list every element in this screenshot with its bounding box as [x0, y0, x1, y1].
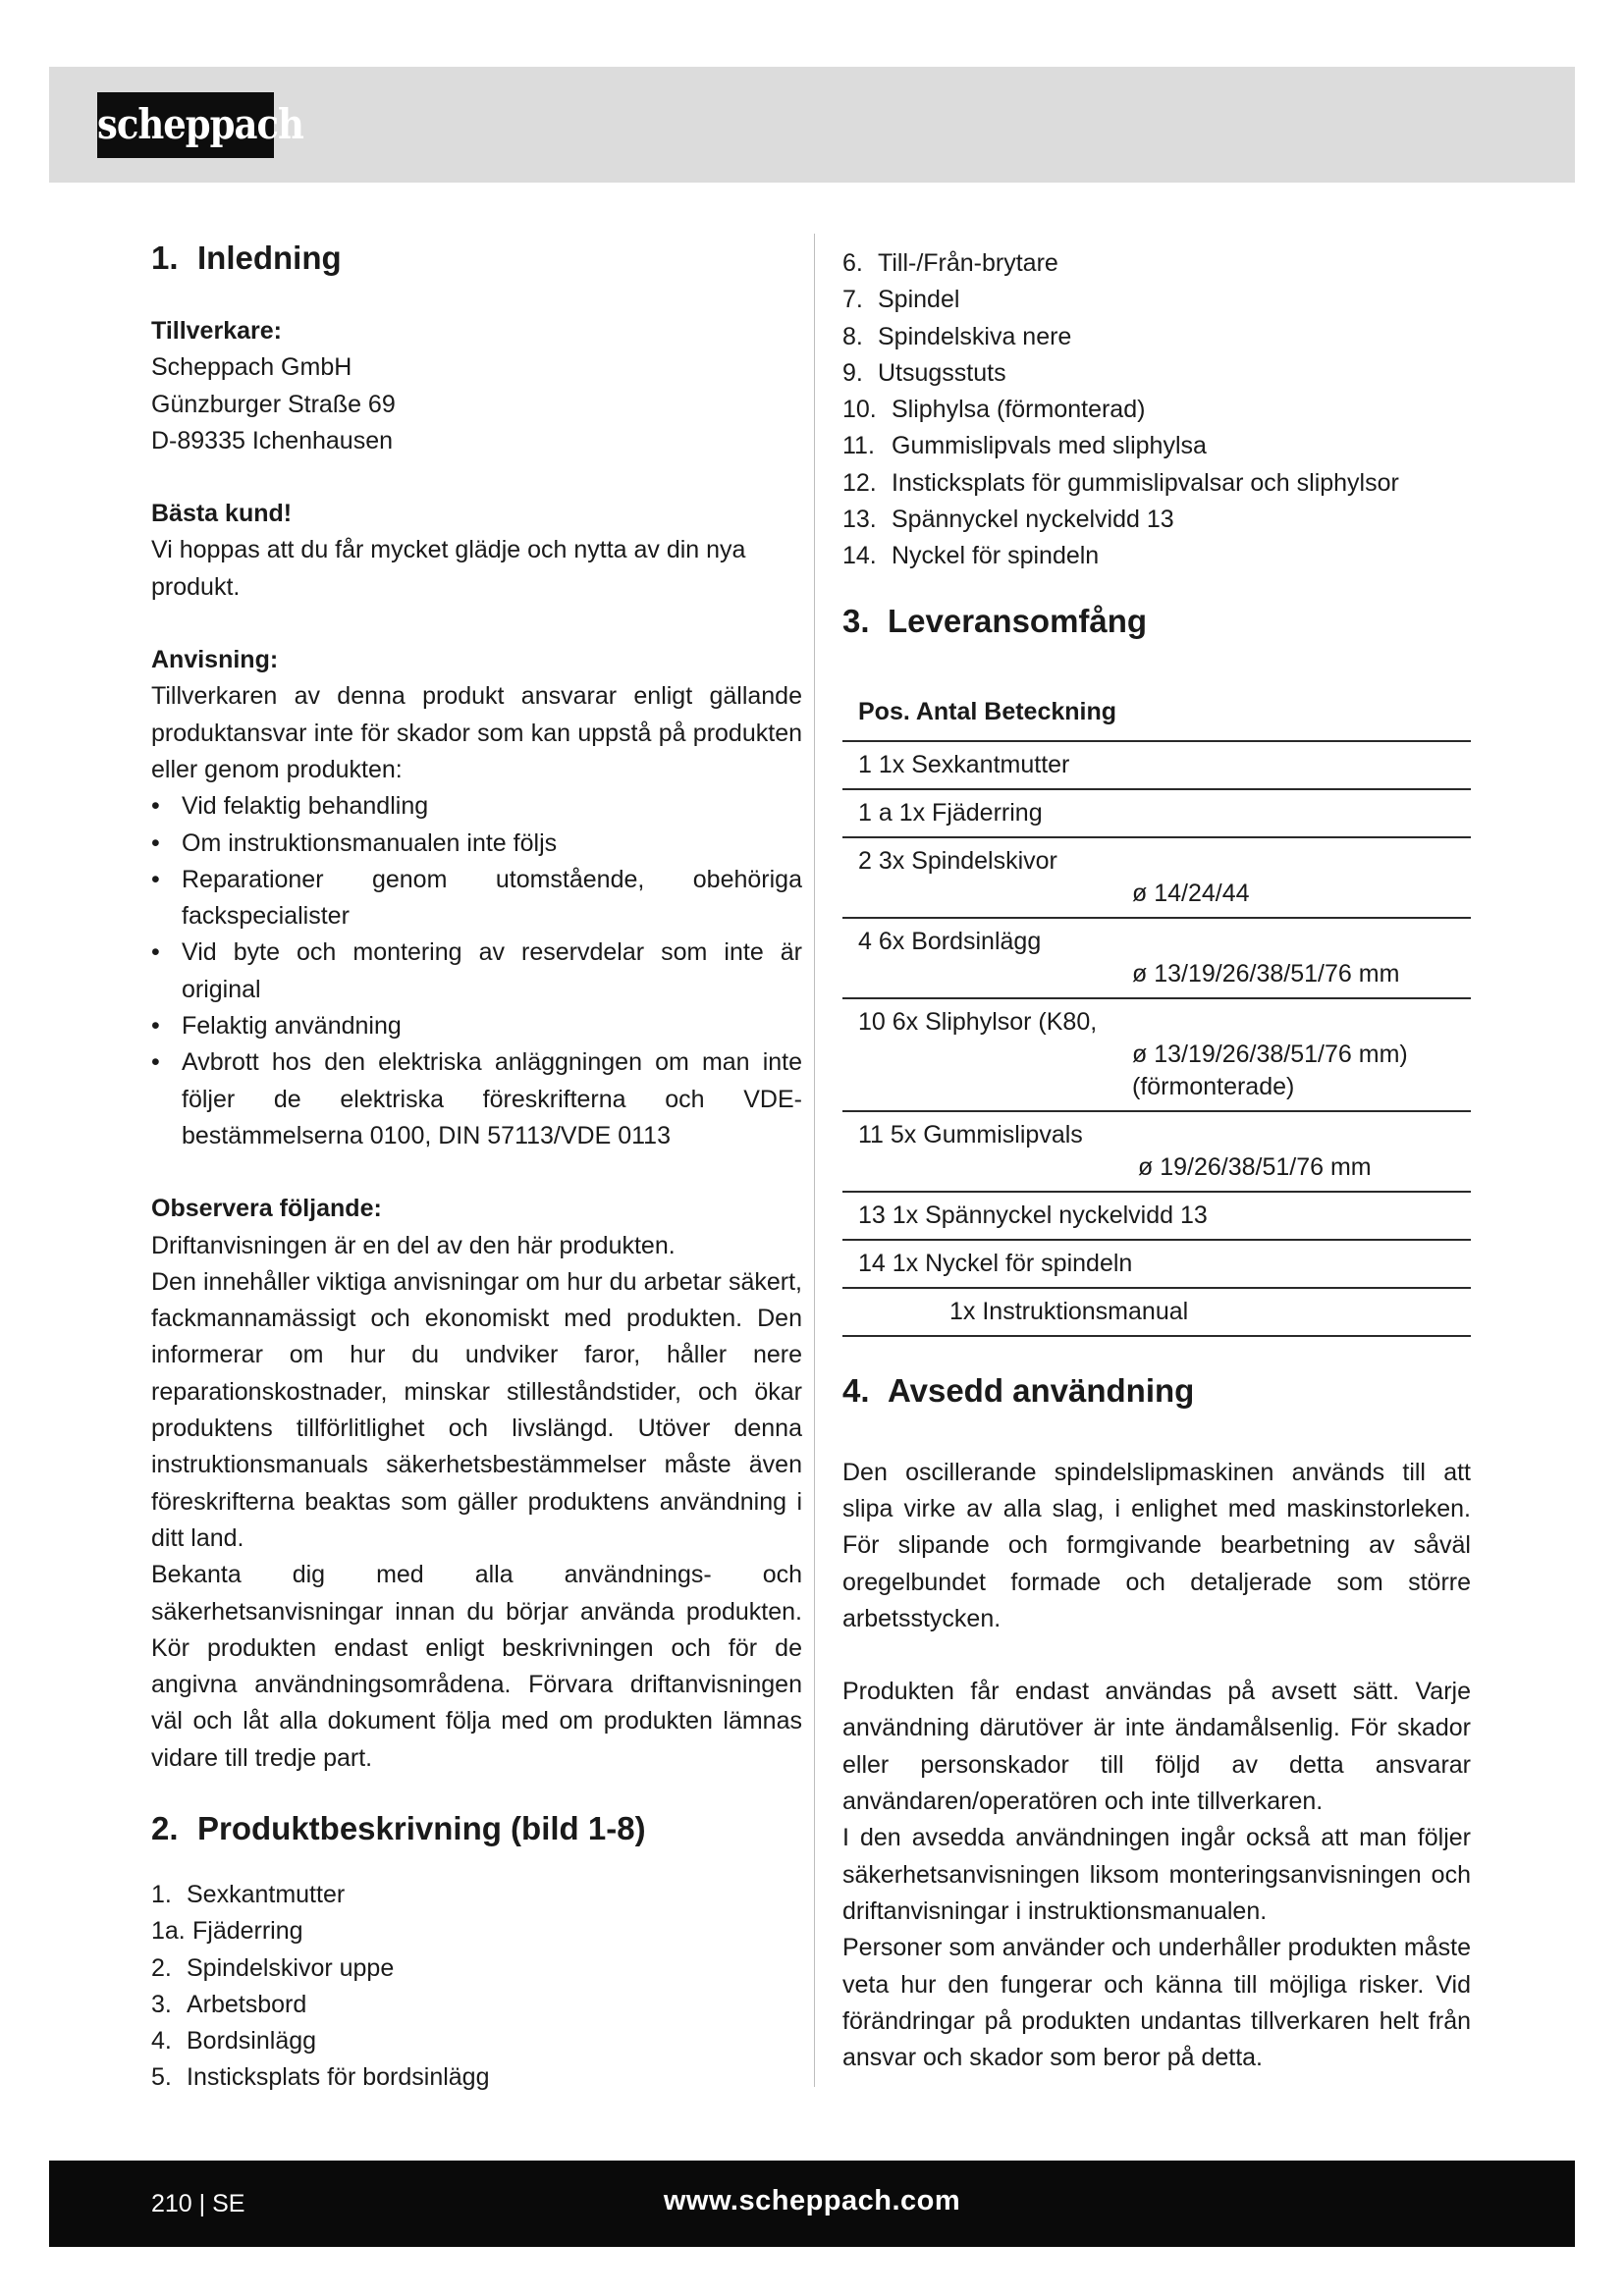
table-row [842, 1111, 1471, 1192]
list-item [151, 2023, 802, 2059]
item-text: Insticksplats för gummislipvalsar och sliphylsor [892, 468, 1399, 497]
row-text: 13 1x Spännyckel nyckelvidd 13 [858, 1201, 1208, 1229]
item-number: 1. [151, 1880, 172, 1908]
row-subtext: (förmonterade) [1132, 1072, 1295, 1100]
section-4-heading [842, 1366, 1471, 1415]
row-text: 1 a 1x Fjäderring [858, 798, 1043, 827]
row-text: 2 3x Spindelskivor [858, 846, 1057, 875]
item-number: 5. [151, 2063, 172, 2092]
item-number: 7. [842, 286, 863, 314]
item-number: 3. [151, 1990, 172, 2018]
item-number: 2. [151, 1953, 172, 1982]
list-item [842, 355, 1471, 392]
table-cell [842, 741, 1471, 789]
bullet-item: • Reparationer genom utomstående, obehöriga fackspecialister [151, 862, 802, 935]
table-row [842, 1288, 1471, 1336]
section-number: 3. [842, 602, 870, 639]
item-text: Fjäderring [192, 1917, 303, 1946]
observe-paragraph: Bekanta dig med alla användnings- och säkerhetsanvisningar innan du börjar använda produkten. Kör produkten endast enligt beskrivningen och för de angivna användningsområdena. Förvara driftanvisningen väl och låt alla dokument följa med om produkten lämnas vidare till tredje part. [151, 1561, 802, 1772]
table-body [842, 741, 1471, 1336]
list-item [842, 282, 1471, 318]
usage-paragraph: Personer som använder och underhåller produkten måste veta hur den fungerar och känna till möjliga risker. Vid förändringar på produkten undantas tillverkaren helt från ansvar och skador som beror på detta. [842, 1934, 1471, 2072]
section-number: 4. [842, 1371, 870, 1409]
observe-paragraph: Driftanvisningen är en del av den här produkten. [151, 1231, 676, 1259]
item-text: Arbetsbord [187, 1990, 307, 2018]
item-number: 9. [842, 358, 863, 387]
table-row [842, 837, 1471, 918]
right-column [842, 245, 1471, 2076]
list-item [842, 245, 1471, 282]
observe-label: Observera följande: [151, 1195, 382, 1223]
table-cell [842, 918, 1471, 998]
table-cell [842, 1240, 1471, 1288]
list-item [842, 538, 1471, 574]
section-title: Avsedd användning [888, 1371, 1195, 1409]
bullet-item: • Vid felaktig behandling [151, 788, 802, 825]
table-cell [842, 1111, 1471, 1192]
list-item [151, 1950, 802, 1987]
table-row [842, 998, 1471, 1111]
item-number: 14. [842, 542, 877, 570]
item-text: Utsugsstuts [878, 358, 1006, 387]
website-link[interactable]: www.scheppach.com [663, 2185, 961, 2216]
usage-paragraph: Den oscillerande spindelslipmaskinen används till att slipa virke av alla slag, i enlighet med maskinstorleken. För slipande och formgivande bearbetning av såväl oregelbundet formade och detaljerade som större arbetsstycken. [842, 1458, 1471, 1632]
item-text: Spännyckel nyckelvidd 13 [892, 506, 1174, 534]
customer-label: Bästa kund! [151, 500, 293, 528]
table-cell [842, 998, 1471, 1111]
section-2-heading [151, 1804, 802, 1853]
table-cell [842, 837, 1471, 918]
item-text: Till-/Från-brytare [878, 249, 1058, 277]
item-number: 11. [842, 432, 875, 460]
list-item [842, 392, 1471, 428]
brand-logo [97, 92, 303, 158]
page-number: 210 | SE [151, 2190, 245, 2217]
logo-text: scheppach [97, 98, 303, 149]
row-text: 1x Instruktionsmanual [949, 1297, 1189, 1325]
item-number: 10. [842, 396, 877, 424]
list-item [842, 428, 1471, 464]
section-title: Leveransomfång [888, 602, 1148, 639]
item-number: 4. [151, 2027, 172, 2056]
table-row [842, 1240, 1471, 1288]
list-item [842, 502, 1471, 538]
row-text: 1 1x Sexkantmutter [858, 750, 1070, 778]
table-cell [842, 789, 1471, 837]
list-item [842, 319, 1471, 355]
row-subtext: ø 13/19/26/38/51/76 mm [1132, 959, 1400, 988]
row-subtext: ø 14/24/44 [1132, 879, 1250, 907]
item-text: Spindelskiva nere [878, 322, 1072, 350]
item-number: 1a. [151, 1917, 186, 1946]
scope-of-delivery-table [842, 685, 1471, 1337]
manufacturer-line: Scheppach GmbH [151, 353, 352, 382]
bullet-item: • Vid byte och montering av reservdelar som inte är original [151, 934, 802, 1008]
column-divider [814, 234, 815, 2087]
item-number: 12. [842, 468, 877, 497]
table-cell [842, 1288, 1471, 1336]
item-number: 8. [842, 322, 863, 350]
item-number: 13. [842, 506, 877, 534]
bullet-item: • Avbrott hos den elektriska anläggningen om man inte följer de elektriska föreskrifterna och VDE-bestämmelserna 0100, DIN 57113/VDE 0113 [151, 1044, 802, 1154]
usage-paragraph: I den avsedda användningen ingår också att man följer säkerhetsanvisningen liksom monteringsanvisningen och driftanvisningar i instruktionsmanualen. [842, 1824, 1471, 1925]
table-row [842, 918, 1471, 998]
notice-label: Anvisning: [151, 646, 279, 674]
manufacturer-line: Günzburger Straße 69 [151, 390, 396, 418]
item-text: Insticksplats för bordsinlägg [187, 2063, 490, 2092]
table-row [842, 789, 1471, 837]
list-item [151, 1877, 802, 1913]
section-1-heading [151, 234, 802, 283]
section-number: 1. [151, 240, 179, 276]
item-text: Sexkantmutter [187, 1880, 346, 1908]
notice-bullet-list [151, 788, 802, 1154]
table-header: Pos. Antal Beteckning [842, 685, 1471, 741]
section-title: Produktbeskrivning (bild 1-8) [197, 1809, 646, 1846]
item-number: 6. [842, 249, 863, 277]
item-text: Spindelskivor uppe [187, 1953, 395, 1982]
row-text: 11 5x Gummislipvals [858, 1120, 1083, 1148]
list-item [151, 2059, 802, 2096]
bullet-item: • Felaktig användning [151, 1008, 802, 1044]
table-row [842, 1192, 1471, 1240]
item-text: Nyckel för spindeln [892, 542, 1100, 570]
table-row [842, 741, 1471, 789]
section-title: Inledning [197, 240, 342, 276]
list-item [151, 1913, 802, 1949]
bullet-item: • Om instruktionsmanualen inte följs [151, 826, 802, 862]
product-parts-list [151, 1877, 802, 2097]
observe-paragraph: Den innehåller viktiga anvisningar om hur du arbetar säkert, fackmannamässigt och ekonomiskt med produkten. Den informerar om hur du undviker faror, håller nere reparationskostnader, minskar stilleståndstider, och ökar produktens tillförlitlighet och livslängd. Utöver denna instruktionsmanuals säkerhetsbestämmelser måste även föreskrifterna beaktas som gäller produktens användning i ditt land. [151, 1267, 802, 1552]
list-item [151, 1987, 802, 2023]
item-text: Bordsinlägg [187, 2027, 317, 2056]
footer-bar [49, 2161, 1575, 2247]
row-subtext: ø 19/26/38/51/76 mm [1138, 1152, 1372, 1181]
notice-text: Tillverkaren av denna produkt ansvarar enligt gällande produktansvar inte för skador som kan uppstå på produkten eller genom produkten: [151, 682, 802, 783]
left-column [151, 234, 802, 2097]
section-3-heading [842, 597, 1471, 646]
item-text: Gummislipvals med sliphylsa [892, 432, 1207, 460]
customer-text: Vi hoppas att du får mycket glädje och nytta av din nya produkt. [151, 536, 746, 601]
item-text: Sliphylsa (förmonterad) [892, 396, 1146, 424]
row-text: 14 1x Nyckel för spindeln [858, 1249, 1133, 1277]
row-subtext: ø 13/19/26/38/51/76 mm) [1132, 1040, 1408, 1068]
section-number: 2. [151, 1809, 179, 1846]
usage-paragraph: Produkten får endast användas på avsett sätt. Varje användning därutöver är inte ändamålsenlig. För skador eller personskador till följd av detta ansvarar användaren/operatören och inte tillverkaren. [842, 1678, 1471, 1816]
manufacturer-line: D-89335 Ichenhausen [151, 426, 394, 454]
item-text: Spindel [878, 286, 960, 314]
manufacturer-label: Tillverkare: [151, 317, 282, 345]
row-text: 4 6x Bordsinlägg [858, 927, 1042, 955]
table-cell [842, 1192, 1471, 1240]
table-header-row [842, 685, 1471, 741]
product-parts-list-continued [842, 245, 1471, 575]
list-item [842, 465, 1471, 502]
row-text: 10 6x Sliphylsor (K80, [858, 1007, 1098, 1036]
